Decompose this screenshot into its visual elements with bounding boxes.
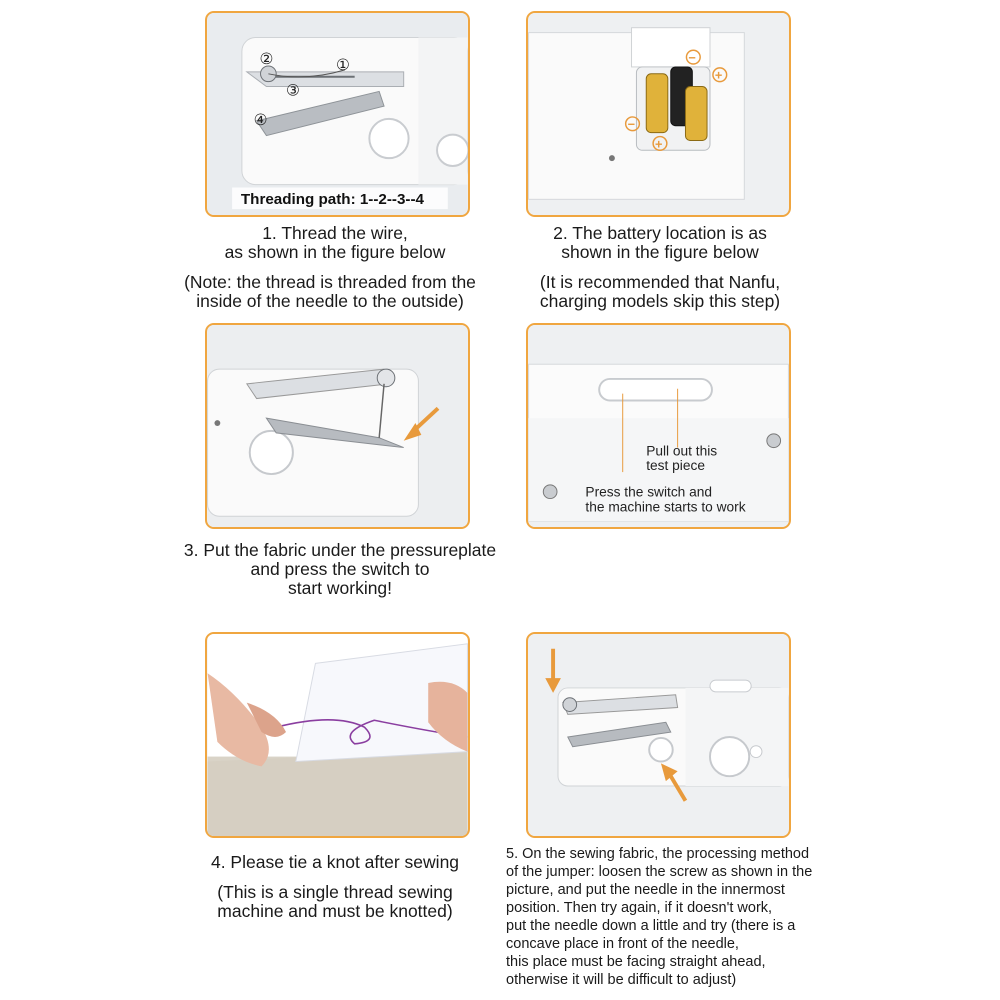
battery-plus-1: + <box>714 67 723 83</box>
step2-title-line1: 2. The battery location is as <box>553 223 767 243</box>
step3-title-line2: and press the switch to <box>250 559 430 579</box>
battery-minus-2: − <box>627 116 636 132</box>
pressure-plate-photo <box>205 323 470 529</box>
pressure-plate-icon <box>207 325 468 527</box>
step5-line8: otherwise it will be difficult to adjust) <box>506 972 737 988</box>
step2-title <box>500 224 820 262</box>
battery-plus-2: + <box>655 136 663 152</box>
step4-title-line1: 4. Please tie a knot after sewing <box>210 852 460 872</box>
step1-note-line1: (Note: the thread is threaded from the <box>184 272 476 292</box>
step1-title-line2: as shown in the figure below <box>224 242 446 262</box>
step3-title-line3: start working! <box>287 578 393 598</box>
step1-title <box>170 224 500 262</box>
step5-text <box>506 845 846 989</box>
marker-1: ① <box>336 56 351 74</box>
screw-adjustment-icon <box>528 634 789 836</box>
marker-2: ② <box>259 50 274 68</box>
step3-title-line1: 3. Put the fabric under the pressureplate <box>183 540 497 560</box>
step2-title-line2: shown in the figure below <box>561 242 759 262</box>
step5-line6: concave place in front of the needle, <box>506 936 739 952</box>
switch-label-line2: the machine starts to work <box>585 499 746 515</box>
knot-photo <box>205 632 470 838</box>
step1-note <box>160 273 500 311</box>
step3-title <box>160 541 520 598</box>
step1-note-line2: inside of the needle to the outside) <box>196 291 464 311</box>
step4-note-line1: (This is a single thread sewing <box>217 882 453 902</box>
battery-compartment-icon <box>528 13 789 215</box>
step5-line3: picture, and put the needle in the innermost <box>506 882 785 898</box>
step4-note-line2: machine and must be knotted) <box>217 901 453 921</box>
test-piece-label-line1: Pull out this <box>646 443 718 459</box>
hands-tying-knot-icon <box>207 634 468 836</box>
battery-photo <box>526 11 791 217</box>
step4-title <box>170 853 500 872</box>
battery-minus-1: − <box>688 50 696 66</box>
sewing-machine-threading-icon <box>207 13 468 215</box>
step1-title-line1: 1. Thread the wire, <box>262 223 408 243</box>
step2-note-line2: charging models skip this step) <box>539 291 781 311</box>
switch-and-test-piece-icon <box>528 325 789 527</box>
threading-photo <box>205 11 470 217</box>
step2-note-line1: (It is recommended that Nanfu, <box>539 272 781 292</box>
step5-line1: 5. On the sewing fabric, the processing method <box>506 846 810 862</box>
step5-line5: put the needle down a little and try (there is a <box>506 918 796 934</box>
switch-photo <box>526 323 791 529</box>
marker-3: ③ <box>286 82 301 100</box>
step5-line7: this place must be facing straight ahead, <box>506 954 766 970</box>
test-piece-label-line2: test piece <box>646 458 705 474</box>
step5-line4: position. Then try again, if it doesn't work, <box>506 900 773 916</box>
step5-line2: of the jumper: loosen the screw as shown in the <box>506 864 813 880</box>
switch-label-line1: Press the switch and <box>585 484 713 500</box>
screw-adjustment-photo <box>526 632 791 838</box>
threading-path-label: Threading path: 1--2--3--4 <box>240 191 425 209</box>
step4-note <box>170 883 500 921</box>
step2-note <box>500 273 820 311</box>
marker-4: ④ <box>253 111 268 129</box>
